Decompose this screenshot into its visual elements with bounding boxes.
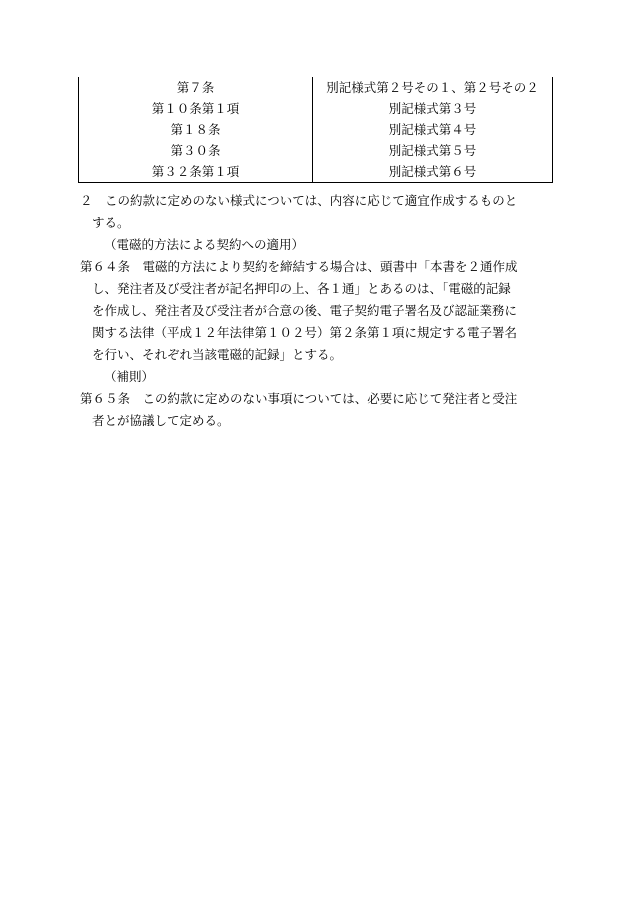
form-cell: 別記様式第６号	[313, 161, 553, 183]
body-text	[80, 190, 560, 432]
forms-table	[78, 77, 553, 183]
table-row	[79, 77, 553, 98]
table-row	[79, 119, 553, 140]
article-cell: 第３０条	[79, 140, 313, 161]
article-cell: 第１８条	[79, 119, 313, 140]
form-cell: 別記様式第３号	[313, 98, 553, 119]
table-row	[79, 140, 553, 161]
article-65-line: 第６５条 この約款に定めのない事項については、必要に応じて発注者と受注	[80, 391, 518, 406]
article-64-heading: （電磁的方法による契約への適用）	[104, 237, 305, 252]
form-cell: 別記様式第４号	[313, 119, 553, 140]
table-row	[79, 98, 553, 119]
article-65-heading: （補則）	[104, 369, 155, 384]
form-cell: 別記様式第２号その１、第２号その２	[313, 77, 553, 98]
form-cell: 別記様式第５号	[313, 140, 553, 161]
paragraph-2-line: する。	[92, 215, 130, 230]
table-row	[79, 161, 553, 183]
article-64-line: 第６４条 電磁的方法により契約を締結する場合は、頭書中「本書を２通作成	[80, 259, 518, 274]
article-65-line: 者とが協議して定める。	[92, 413, 230, 428]
paragraph-2-line: ２ この約款に定めのない様式については、内容に応じて適宜作成するものと	[80, 193, 518, 208]
article-cell: 第７条	[79, 77, 313, 98]
article-64-line: を行い、それぞれ当該電磁的記録」とする。	[92, 347, 343, 362]
article-cell: 第３２条第１項	[79, 161, 313, 183]
article-64-line: 関する法律（平成１２年法律第１０２号）第２条第１項に規定する電子署名	[92, 325, 518, 340]
article-cell: 第１０条第１項	[79, 98, 313, 119]
article-64-line: を作成し、発注者及び受注者が合意の後、電子契約電子署名及び認証業務に	[92, 303, 518, 318]
article-64-line: し、発注者及び受注者が記名押印の上、各１通」とあるのは、「電磁的記録	[92, 281, 511, 296]
